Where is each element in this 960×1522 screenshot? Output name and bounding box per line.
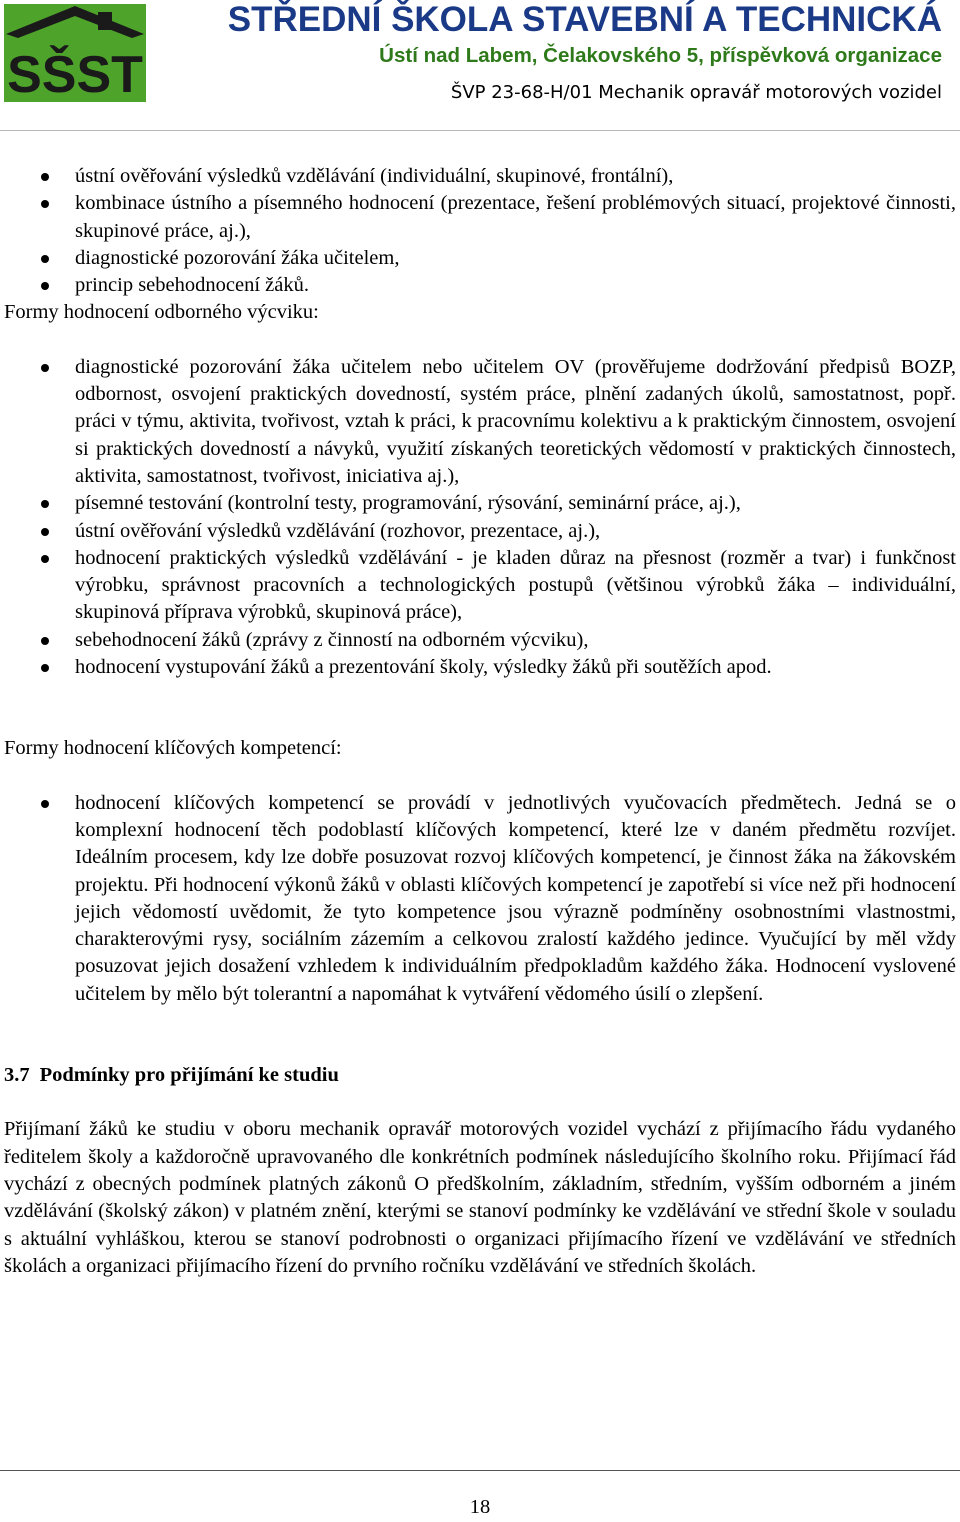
list-item: sebehodnocení žáků (zprávy z činností na odborném výcviku),	[4, 627, 956, 654]
list-item: ústní ověřování výsledků vzdělávání (individuální, skupinové, frontální),	[4, 163, 956, 190]
subheading-klicove-kompetence: Formy hodnocení klíčových kompetencí:	[4, 737, 342, 760]
bullet-list-forms	[4, 163, 956, 299]
list-item: hodnocení klíčových kompetencí se provádí v jednotlivých vyučovacích předmětech. Jedná se o komplexní hodnocení těch podoblastí klíčových kompetencí, které lze v daném předmětu rozvíjet. Ideálním procesem, kdy lze dobře posuzovat rozvoj klíčových kompetencí, je činnost žáka na žákovském projektu. Při hodnocení výkonů žáků v oblasti klíčových kompetencí je zapotřebí si více než při hodnocení jejich vědomostí uvědomit, že tyto kompetence jsou výrazně podmíněny osobnostními vlastnostmi, charakterovými rysy, sociálním zázemím a celkovou zralostí každého jedince. Vyučující by měl vždy posuzovat jejich dosažení vzhledem k individuálním předpokladům každého žáka. Hodnocení vyslovené učitelem by mělo být tolerantní a napomáhat k vytváření vědomého úsilí o zlepšení.	[4, 790, 956, 1008]
page-content	[4, 163, 956, 1280]
section-paragraph: Přijímaní žáků ke studiu v oboru mechanik opravář motorových vozidel vychází z přijímacího řádu vydaného ředitelem školy a každoročně upravovaného dle konkrétních podmínek následujícího školního roku. Přijímací řád vychází z obecných podmínek platných zákonů O předškolním, základním, středním, vyšším odborném a jiném vzdělávání (školský zákon) v platném znění, kterými se stanoví podmínky ke vzdělávání ve střední škole v souladu s aktuální vyhláškou, kterou se stanoví podrobnosti o organizaci přijímacího řízení ve vzdělávání ve středních školách a organizaci přijímacího řízení do prvního ročníku vzdělávání ve středních školách.	[4, 1118, 956, 1277]
list-item: hodnocení praktických výsledků vzdělávání - je kladen důraz na přesnost (rozměr a tvar) i funkčnost výrobku, správnost pracovních a technologických postupů (většinou výrobků žáka – individuální, skupinová příprava výrobků, skupinová práce),	[4, 545, 956, 627]
list-item: diagnostické pozorování žáka učitelem nebo učitelem OV (prověřujeme dodržování předpisů BOZP, odbornost, osvojení praktických dovedností, systém práce, plnění zadaných úkolů, samostatnost, popř. práci v týmu, aktivita, tvořivost, vztah k práci, k pracovnímu kolektivu a k praktickým činnostem, osvojení si praktických dovedností a návyků, využití získaných teoretických vědomostí v praktických činnostech, aktivita, samostatnost, tvořivost, iniciativa aj.),	[4, 354, 956, 490]
svg-text:SŠST: SŠST	[7, 46, 143, 102]
subheading-odborny-vycvik: Formy hodnocení odborného výcviku:	[4, 301, 319, 324]
list-item: písemné testování (kontrolní testy, programování, rýsování, seminární práce, aj.),	[4, 490, 956, 517]
bullet-list-klicove-kompetence	[4, 790, 956, 1008]
bullet-list-odborny-vycvik	[4, 354, 956, 682]
school-logo	[4, 4, 146, 102]
footer-divider	[0, 1470, 960, 1471]
svp-code: ŠVP 23-68-H/01 Mechanik opravář motorových vozidel	[450, 82, 942, 103]
school-name: STŘEDNÍ ŠKOLA STAVEBNÍ A TECHNICKÁ	[227, 0, 942, 39]
page-header	[0, 0, 960, 132]
page-number: 18	[469, 1496, 491, 1518]
list-item: princip sebehodnocení žáků.	[4, 272, 956, 299]
section-heading	[4, 1062, 956, 1089]
section-title: Podmínky pro přijímání ke studiu	[39, 1064, 339, 1087]
header-divider	[0, 130, 960, 131]
list-item: hodnocení vystupování žáků a prezentování školy, výsledky žáků při soutěžích apod.	[4, 654, 956, 681]
section-number: 3.7	[4, 1064, 30, 1087]
school-address: Ústí nad Labem, Čelakovského 5, příspěvková organizace	[379, 44, 942, 67]
list-item: ústní ověřování výsledků vzdělávání (rozhovor, prezentace, aj.),	[4, 518, 956, 545]
list-item: diagnostické pozorování žáka učitelem,	[4, 245, 956, 272]
list-item: kombinace ústního a písemného hodnocení (prezentace, řešení problémových situací, projektové činnosti, skupinové práce, aj.),	[4, 190, 956, 245]
